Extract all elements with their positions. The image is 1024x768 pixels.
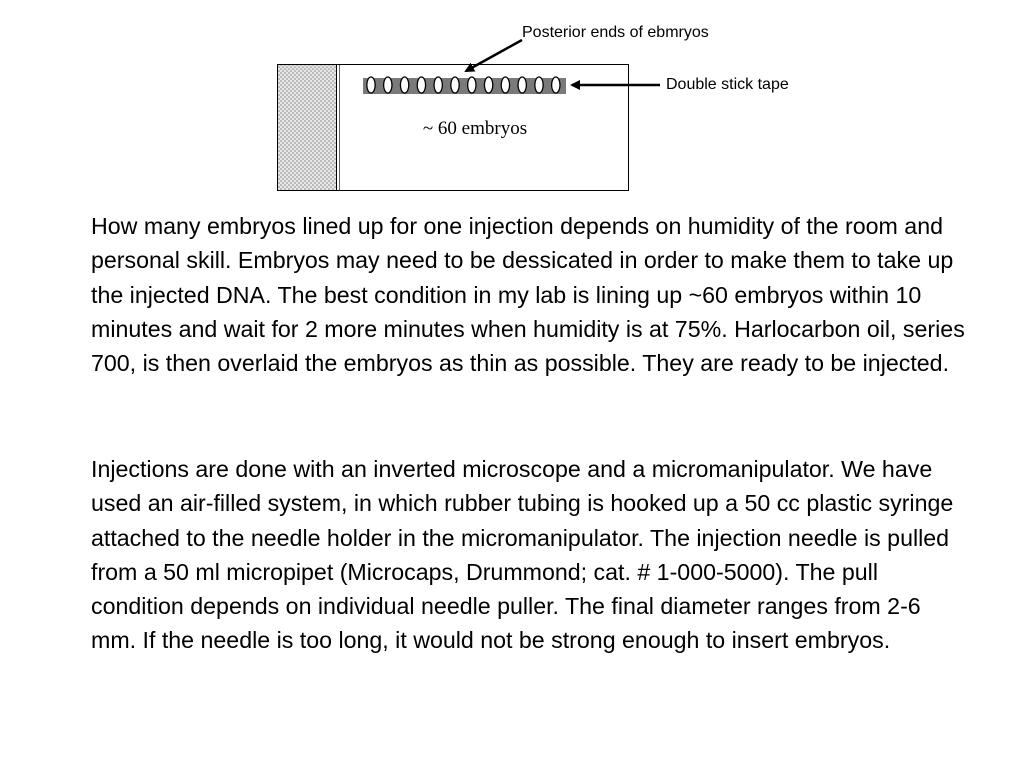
slide-frosted-end <box>278 65 336 190</box>
paragraph-embryo-lineup: How many embryos lined up for one injection depends on humidity of the room and personal skill. Embryos may need to be dessicated in order to make them to take up the injected DNA. The best condition in my lab is lining up ~60 embryos within 10 minutes and wait for 2 more minutes when humidity is at 75%. Harlocarbon oil, series 700, is then overlaid the embryos as thin as possible. They are ready to be injected. <box>91 213 965 377</box>
embryo-oval <box>451 77 459 93</box>
embryo-alignment-diagram <box>0 0 1024 200</box>
label-double-stick-tape: Double stick tape <box>666 76 789 93</box>
embryo-oval <box>417 77 425 93</box>
embryo-oval <box>501 77 509 93</box>
embryo-oval <box>384 77 392 93</box>
embryo-oval <box>535 77 543 93</box>
embryo-oval <box>468 77 476 93</box>
embryo-oval <box>552 77 560 93</box>
embryo-oval <box>400 77 408 93</box>
embryo-oval <box>484 77 492 93</box>
paragraph-injection-setup: Injections are done with an inverted microscope and a micromanipulator. We have used an air-filled system, in which rubber tubing is hooked up a 50 cc plastic syringe attached to the needle holder in the micromanipulator. The injection needle is pulled from a 50 ml micropipet (Microcaps, Drummond; cat. # 1-000-5000). The pull condition depends on individual needle puller. The final diameter ranges from 2-6 mm. If the needle is too long, it would not be strong enough to insert embryos. <box>91 456 954 654</box>
label-posterior-ends: Posterior ends of ebmryos <box>522 24 709 41</box>
label-embryo-count: ~ 60 embryos <box>422 118 528 139</box>
embryo-oval <box>434 77 442 93</box>
embryo-oval <box>518 77 526 93</box>
embryo-oval <box>367 77 375 93</box>
